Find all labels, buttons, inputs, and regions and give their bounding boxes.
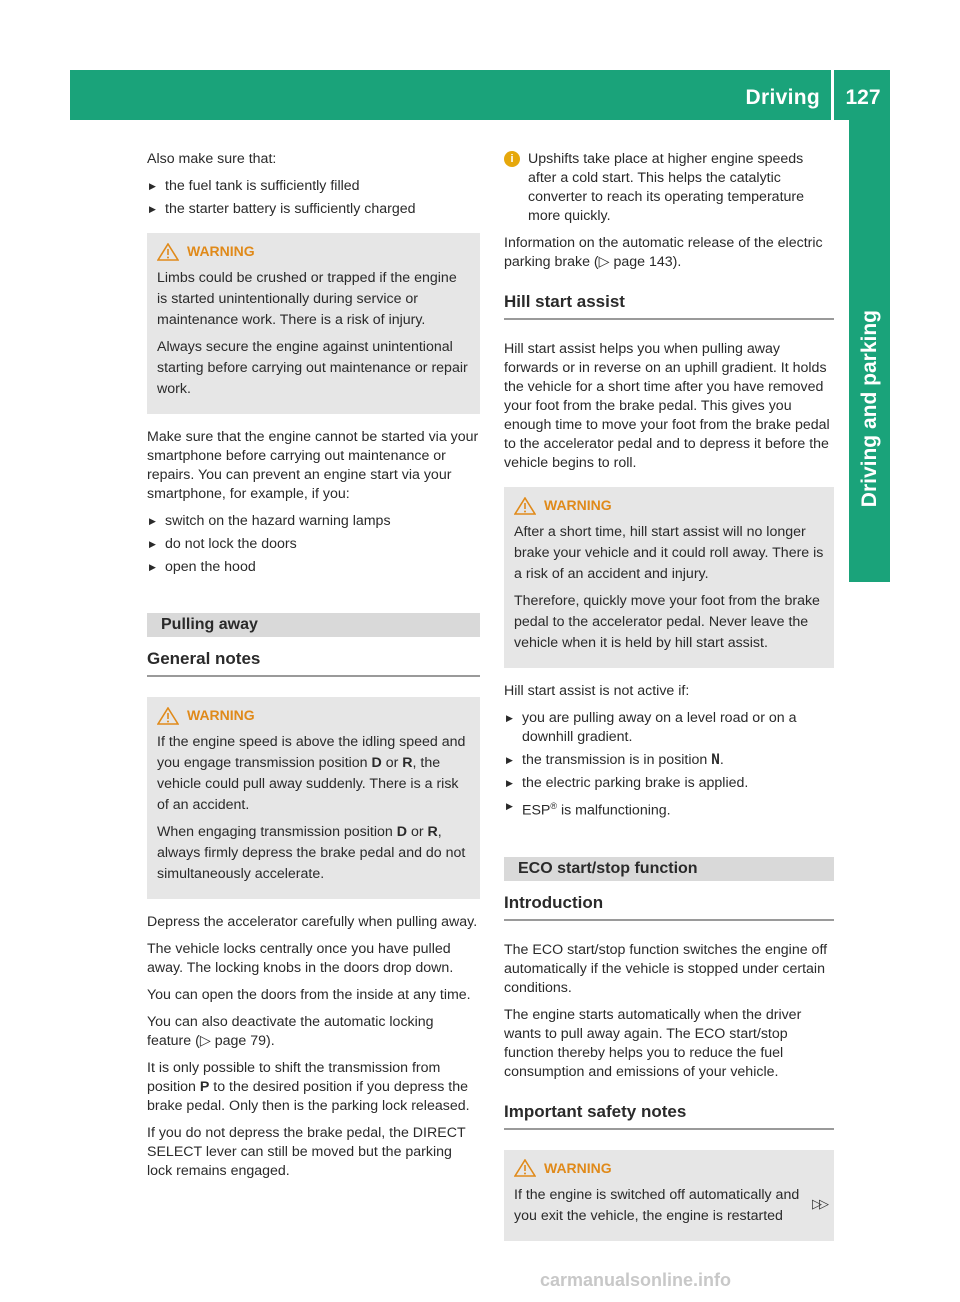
paragraph: You can open the doors from the inside at any time.: [147, 987, 471, 1003]
paragraph: The vehicle locks centrally once you have pulled away. The locking knobs in the doors drop down.: [147, 941, 454, 976]
paragraph: Hill start assist helps you when pulling away forwards or in reverse on an uphill gradient. It holds the vehicle for a short time after you have removed your foot from the brake pedal. This gives you enough time to move your foot from the brake pedal to the accelerator pedal and to depress it before the vehicle begins to roll.: [504, 341, 830, 471]
warning-triangle-icon: [157, 243, 179, 261]
warning-text: Always secure the engine against unintentional starting before carrying out maintenance or repair work.: [157, 339, 468, 397]
list-item: ▶ switch on the hazard warning lamps: [147, 512, 480, 531]
subheading: Important safety notes: [504, 1102, 834, 1130]
warning-box: [504, 1150, 834, 1241]
paragraph: The engine starts automatically when the driver wants to pull away again. The ECO start/stop function thereby helps you to reduce the fuel consumption and emissions of your vehicle.: [504, 1006, 802, 1080]
list-item: ▶ open the hood: [147, 558, 480, 577]
subheading: General notes: [147, 649, 480, 677]
warning-header: [157, 241, 470, 262]
list-item: ▶ the starter battery is sufficiently charged: [147, 200, 480, 219]
warning-triangle-icon: [514, 497, 536, 515]
section-heading: ECO start/stop function: [504, 857, 834, 881]
list-item: ▶ the electric parking brake is applied.: [504, 774, 834, 793]
warning-text: Limbs could be crushed or trapped if the engine is started unintentionally during service or maintenance work. There is a risk of injury.: [157, 270, 457, 328]
footer-watermark[interactable]: carmanualsonline.info: [540, 1270, 732, 1290]
warning-header: [514, 495, 824, 516]
continue-arrow-icon: ▷▷: [812, 1196, 826, 1211]
info-text: Upshifts take place at higher engine speeds after a cold start. This helps the catalytic converter to reach its operating temperature more quickly.: [528, 151, 805, 224]
warning-text: Therefore, quickly move your foot from the brake pedal to the accelerator pedal. Never leave the vehicle when it is held by hill start assist.: [514, 593, 820, 651]
right-column: [504, 150, 834, 1255]
warning-text: When engaging transmission position D or R, always firmly depress the brake pedal and do not simultaneously accelerate.: [157, 824, 466, 882]
info-icon: i: [504, 151, 520, 167]
warning-title: WARNING: [187, 707, 255, 723]
list-item: ▶ you are pulling away on a level road or on a downhill gradient.: [504, 709, 834, 747]
list-item: ▶ ESP® is malfunctioning.: [504, 797, 834, 821]
chapter-tab-label-wrap: [849, 120, 890, 582]
smartphone-bullet-list: [147, 512, 480, 577]
warning-title: WARNING: [544, 1159, 612, 1176]
paragraph: Make sure that the engine cannot be started via your smartphone before carrying out maintenance or repairs. You can prevent an engine start via your smartphone, for example, if you:: [147, 429, 479, 502]
warning-title: WARNING: [544, 497, 612, 513]
paragraph: If you do not depress the brake pedal, the DIRECT SELECT lever can still be moved but the parking lock remains engaged.: [147, 1125, 466, 1179]
warning-triangle-icon: [157, 707, 179, 725]
left-column: [147, 150, 480, 1189]
paragraph-page-ref[interactable]: You can also deactivate the automatic locking feature (▷ page 79).: [147, 1014, 434, 1049]
chapter-tab-label: Driving and parking: [857, 310, 881, 508]
paragraph-page-ref[interactable]: Information on the automatic release of the electric parking brake (▷ page 143).: [504, 235, 823, 270]
section-heading: Pulling away: [147, 613, 480, 637]
subheading: Introduction: [504, 893, 834, 921]
paragraph: Depress the accelerator carefully when pulling away.: [147, 914, 478, 930]
warning-box: [147, 233, 480, 414]
info-note: [504, 150, 834, 226]
warning-title: WARNING: [187, 243, 255, 259]
warning-text: If the engine speed is above the idling speed and you engage transmission position D or R, the vehicle could pull away suddenly. There is a risk of an accident.: [157, 734, 466, 813]
list-item: ▶ the transmission is in position N.: [504, 751, 834, 770]
paragraph: The ECO start/stop function switches the engine off automatically if the vehicle is stopped under certain conditions.: [504, 941, 828, 996]
not-active-bullet-list: [504, 709, 834, 821]
paragraph: Hill start assist is not active if:: [504, 683, 690, 699]
warning-box: [147, 697, 480, 899]
subheading: Hill start assist: [504, 292, 834, 320]
paragraph: It is only possible to shift the transmission from position P to the desired position if you depress the brake pedal. Only then is the parking lock released.: [147, 1060, 470, 1114]
intro-text: Also make sure that:: [147, 151, 277, 167]
header-divider: [831, 70, 834, 120]
list-item: ▶ do not lock the doors: [147, 535, 480, 554]
list-item: ▶ the fuel tank is sufficiently filled: [147, 177, 480, 196]
warning-triangle-icon: [514, 1159, 536, 1177]
section-title: Driving: [745, 86, 820, 109]
warning-box: [504, 487, 834, 668]
warning-header: [157, 705, 470, 726]
page-number: 127: [845, 86, 881, 109]
intro-bullet-list: [147, 177, 480, 219]
warning-header: [514, 1158, 824, 1179]
warning-text: If the engine is switched off automatically and you exit the vehicle, the engine is restarted: [514, 1186, 800, 1224]
warning-text: After a short time, hill start assist will no longer brake your vehicle and it could roll away. There is a risk of an accident and injury.: [514, 524, 824, 582]
